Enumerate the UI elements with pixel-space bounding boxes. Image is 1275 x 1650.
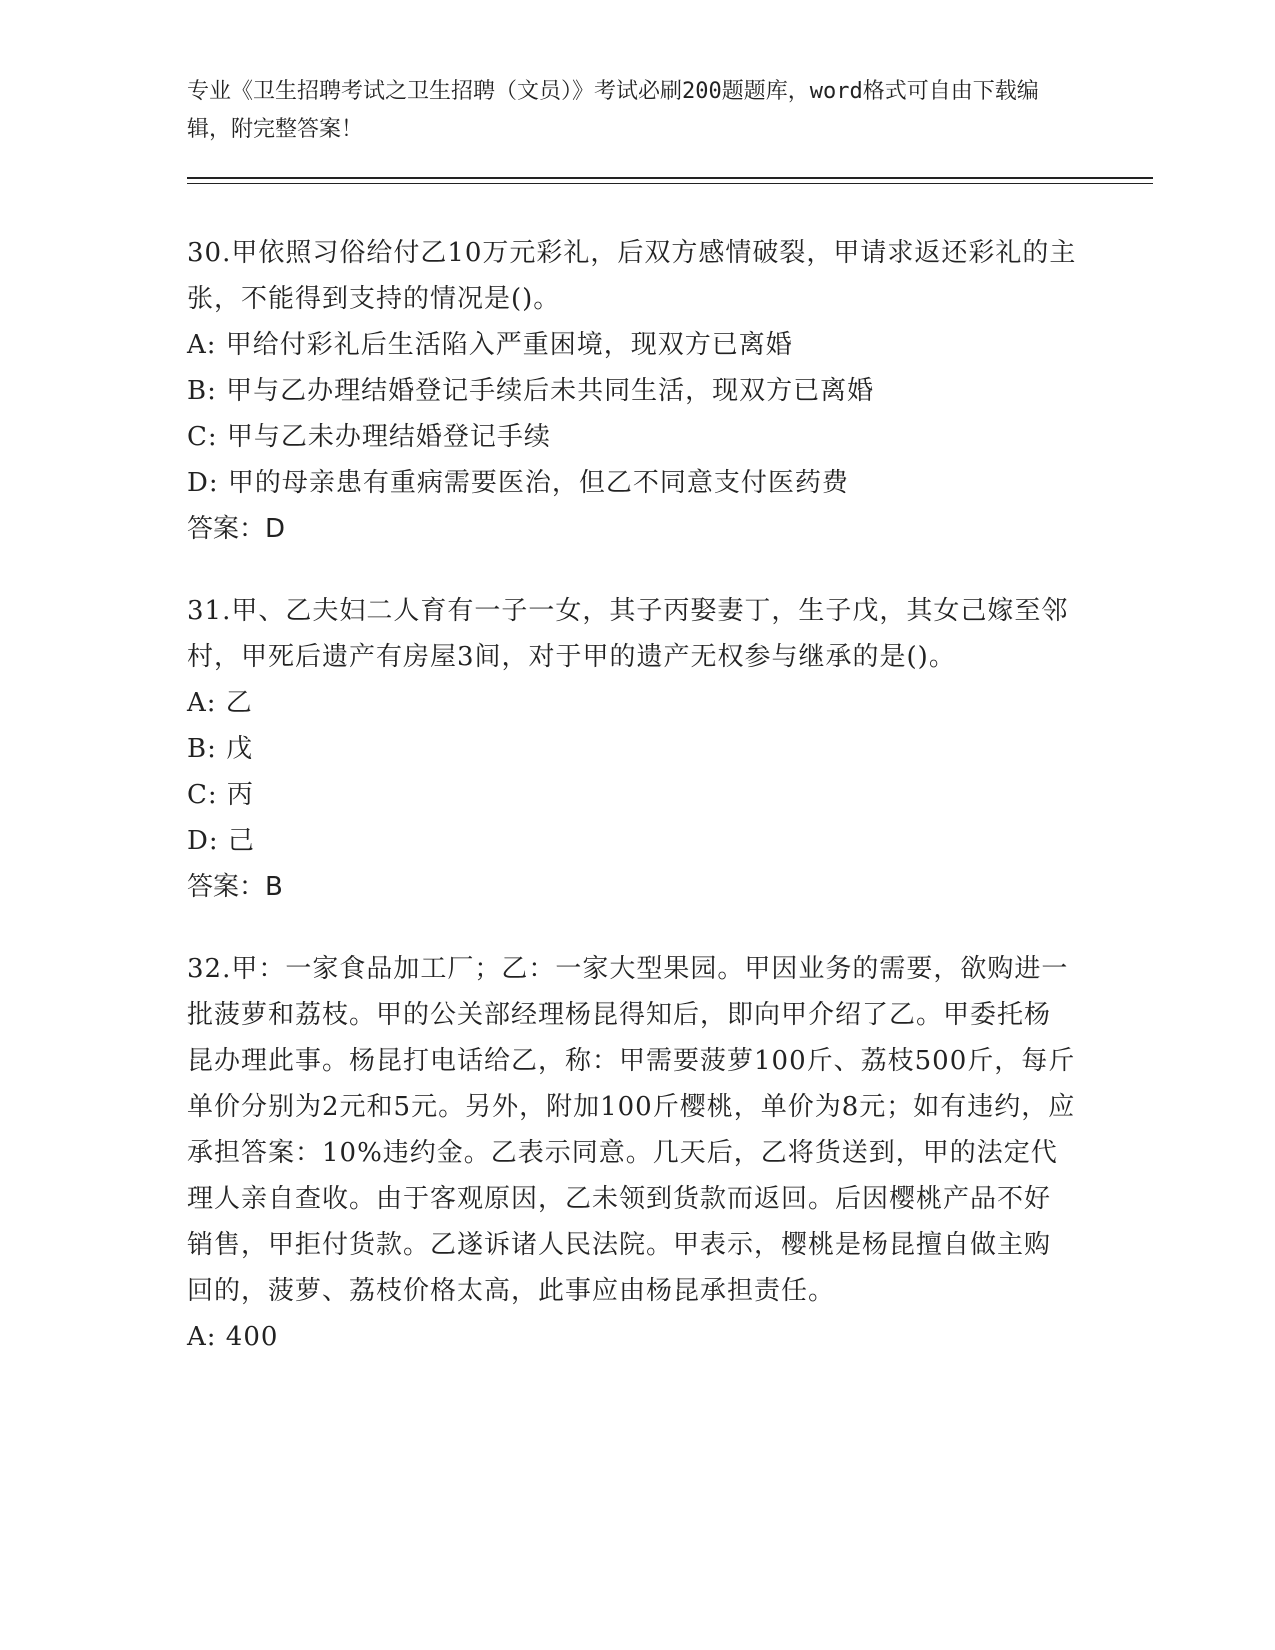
question-stem: 30.甲依照习俗给付乙10万元彩礼，后双方感情破裂，甲请求返还彩礼的主张，不能得到支持的情况是()。	[187, 238, 1077, 314]
header-divider-thick	[187, 177, 1153, 179]
option-c: C: 甲与乙未办理结婚登记手续	[187, 422, 551, 452]
document-title: 专业《卫生招聘考试之卫生招聘（文员）》考试必刷200题题库，word格式可自由下载编辑，附完整答案！	[187, 79, 1039, 142]
option-b: B: 甲与乙办理结婚登记手续后未共同生活，现双方已离婚	[187, 376, 875, 406]
option-a: A: 乙	[187, 688, 253, 718]
option-d: D: 甲的母亲患有重病需要医治，但乙不同意支付医药费	[187, 468, 849, 498]
question-stem: 32.甲：一家食品加工厂；乙：一家大型果园。甲因业务的需要，欲购进一批菠萝和荔枝。甲的公关部经理杨昆得知后，即向甲介绍了乙。甲委托杨昆办理此事。杨昆打电话给乙，称：甲需要菠萝100斤、荔枝500斤，每斤单价分别为2元和5元。另外，附加100斤樱桃，单价为8元；如有违约，应承担答案：10%违约金。乙表示同意。几天后，乙将货送到，甲的法定代理人亲自查收。由于客观原因，乙未领到货款而返回。后因樱桃产品不好销售，甲拒付货款。乙遂诉诸人民法院。甲表示，樱桃是杨昆擅自做主购回的，菠萝、荔枝价格太高，此事应由杨昆承担责任。	[187, 954, 1076, 1306]
option-b: B: 戊	[187, 734, 254, 764]
header-divider-thin	[187, 183, 1153, 184]
document-header	[187, 73, 1067, 149]
question-31	[187, 588, 1077, 910]
option-c: C: 丙	[187, 780, 254, 810]
question-32	[187, 946, 1077, 1360]
option-d: D: 己	[187, 826, 255, 856]
question-list	[187, 230, 1077, 1396]
question-30	[187, 230, 1077, 552]
option-a: A: 400	[187, 1322, 279, 1352]
question-stem: 31.甲、乙夫妇二人育有一子一女，其子丙娶妻丁，生子戊，其女己嫁至邻村，甲死后遗产有房屋3间，对于甲的遗产无权参与继承的是()。	[187, 596, 1069, 672]
answer: 答案：D	[187, 514, 286, 544]
answer: 答案：B	[187, 872, 283, 902]
option-a: A: 甲给付彩礼后生活陷入严重困境，现双方已离婚	[187, 330, 793, 360]
